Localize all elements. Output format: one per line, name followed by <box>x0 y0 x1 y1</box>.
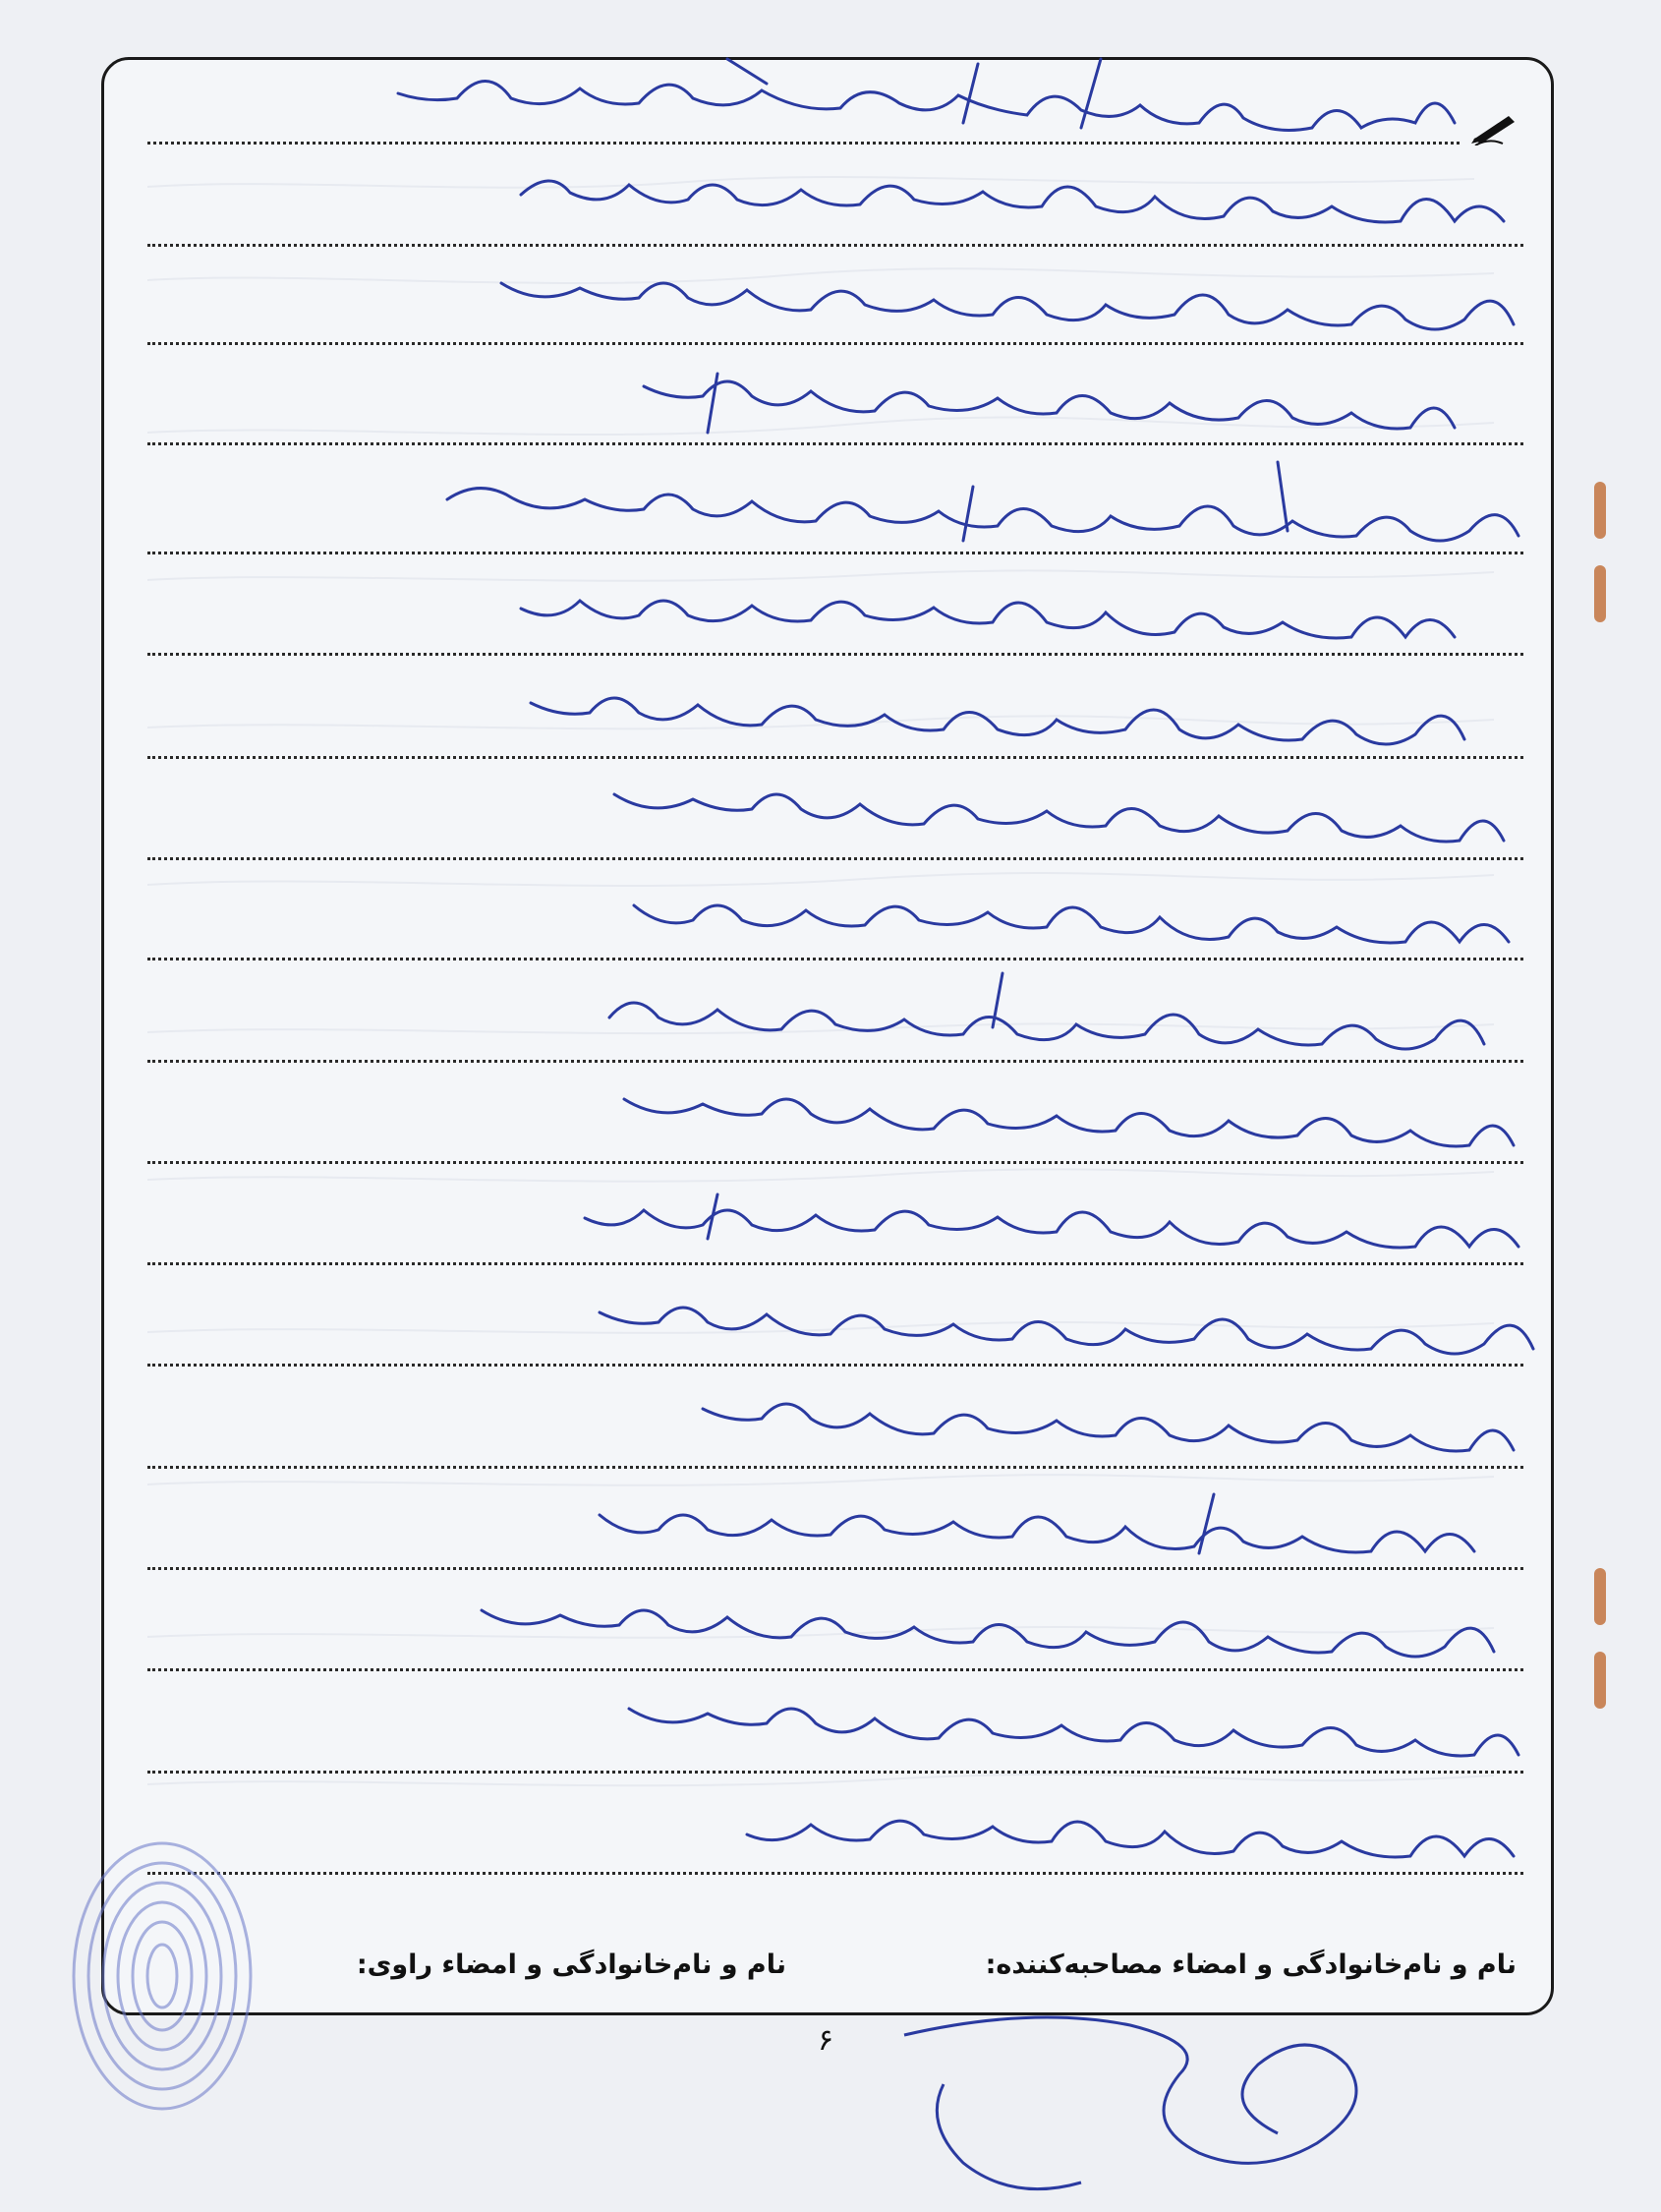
staple <box>1594 565 1606 622</box>
staple <box>1594 1652 1606 1709</box>
signature <box>885 2006 1435 2202</box>
page-number: ۶ <box>817 2023 834 2058</box>
narrator-signature-label: نام و نام‌خانوادگی و امضاء راوی: <box>356 1950 786 1980</box>
fingerprint-stamp <box>59 1829 265 2124</box>
staple <box>1594 482 1606 539</box>
staple <box>1594 1568 1606 1625</box>
interviewer-signature-label: نام و نام‌خانوادگی و امضاء مصاحبه‌کننده: <box>985 1950 1517 1980</box>
